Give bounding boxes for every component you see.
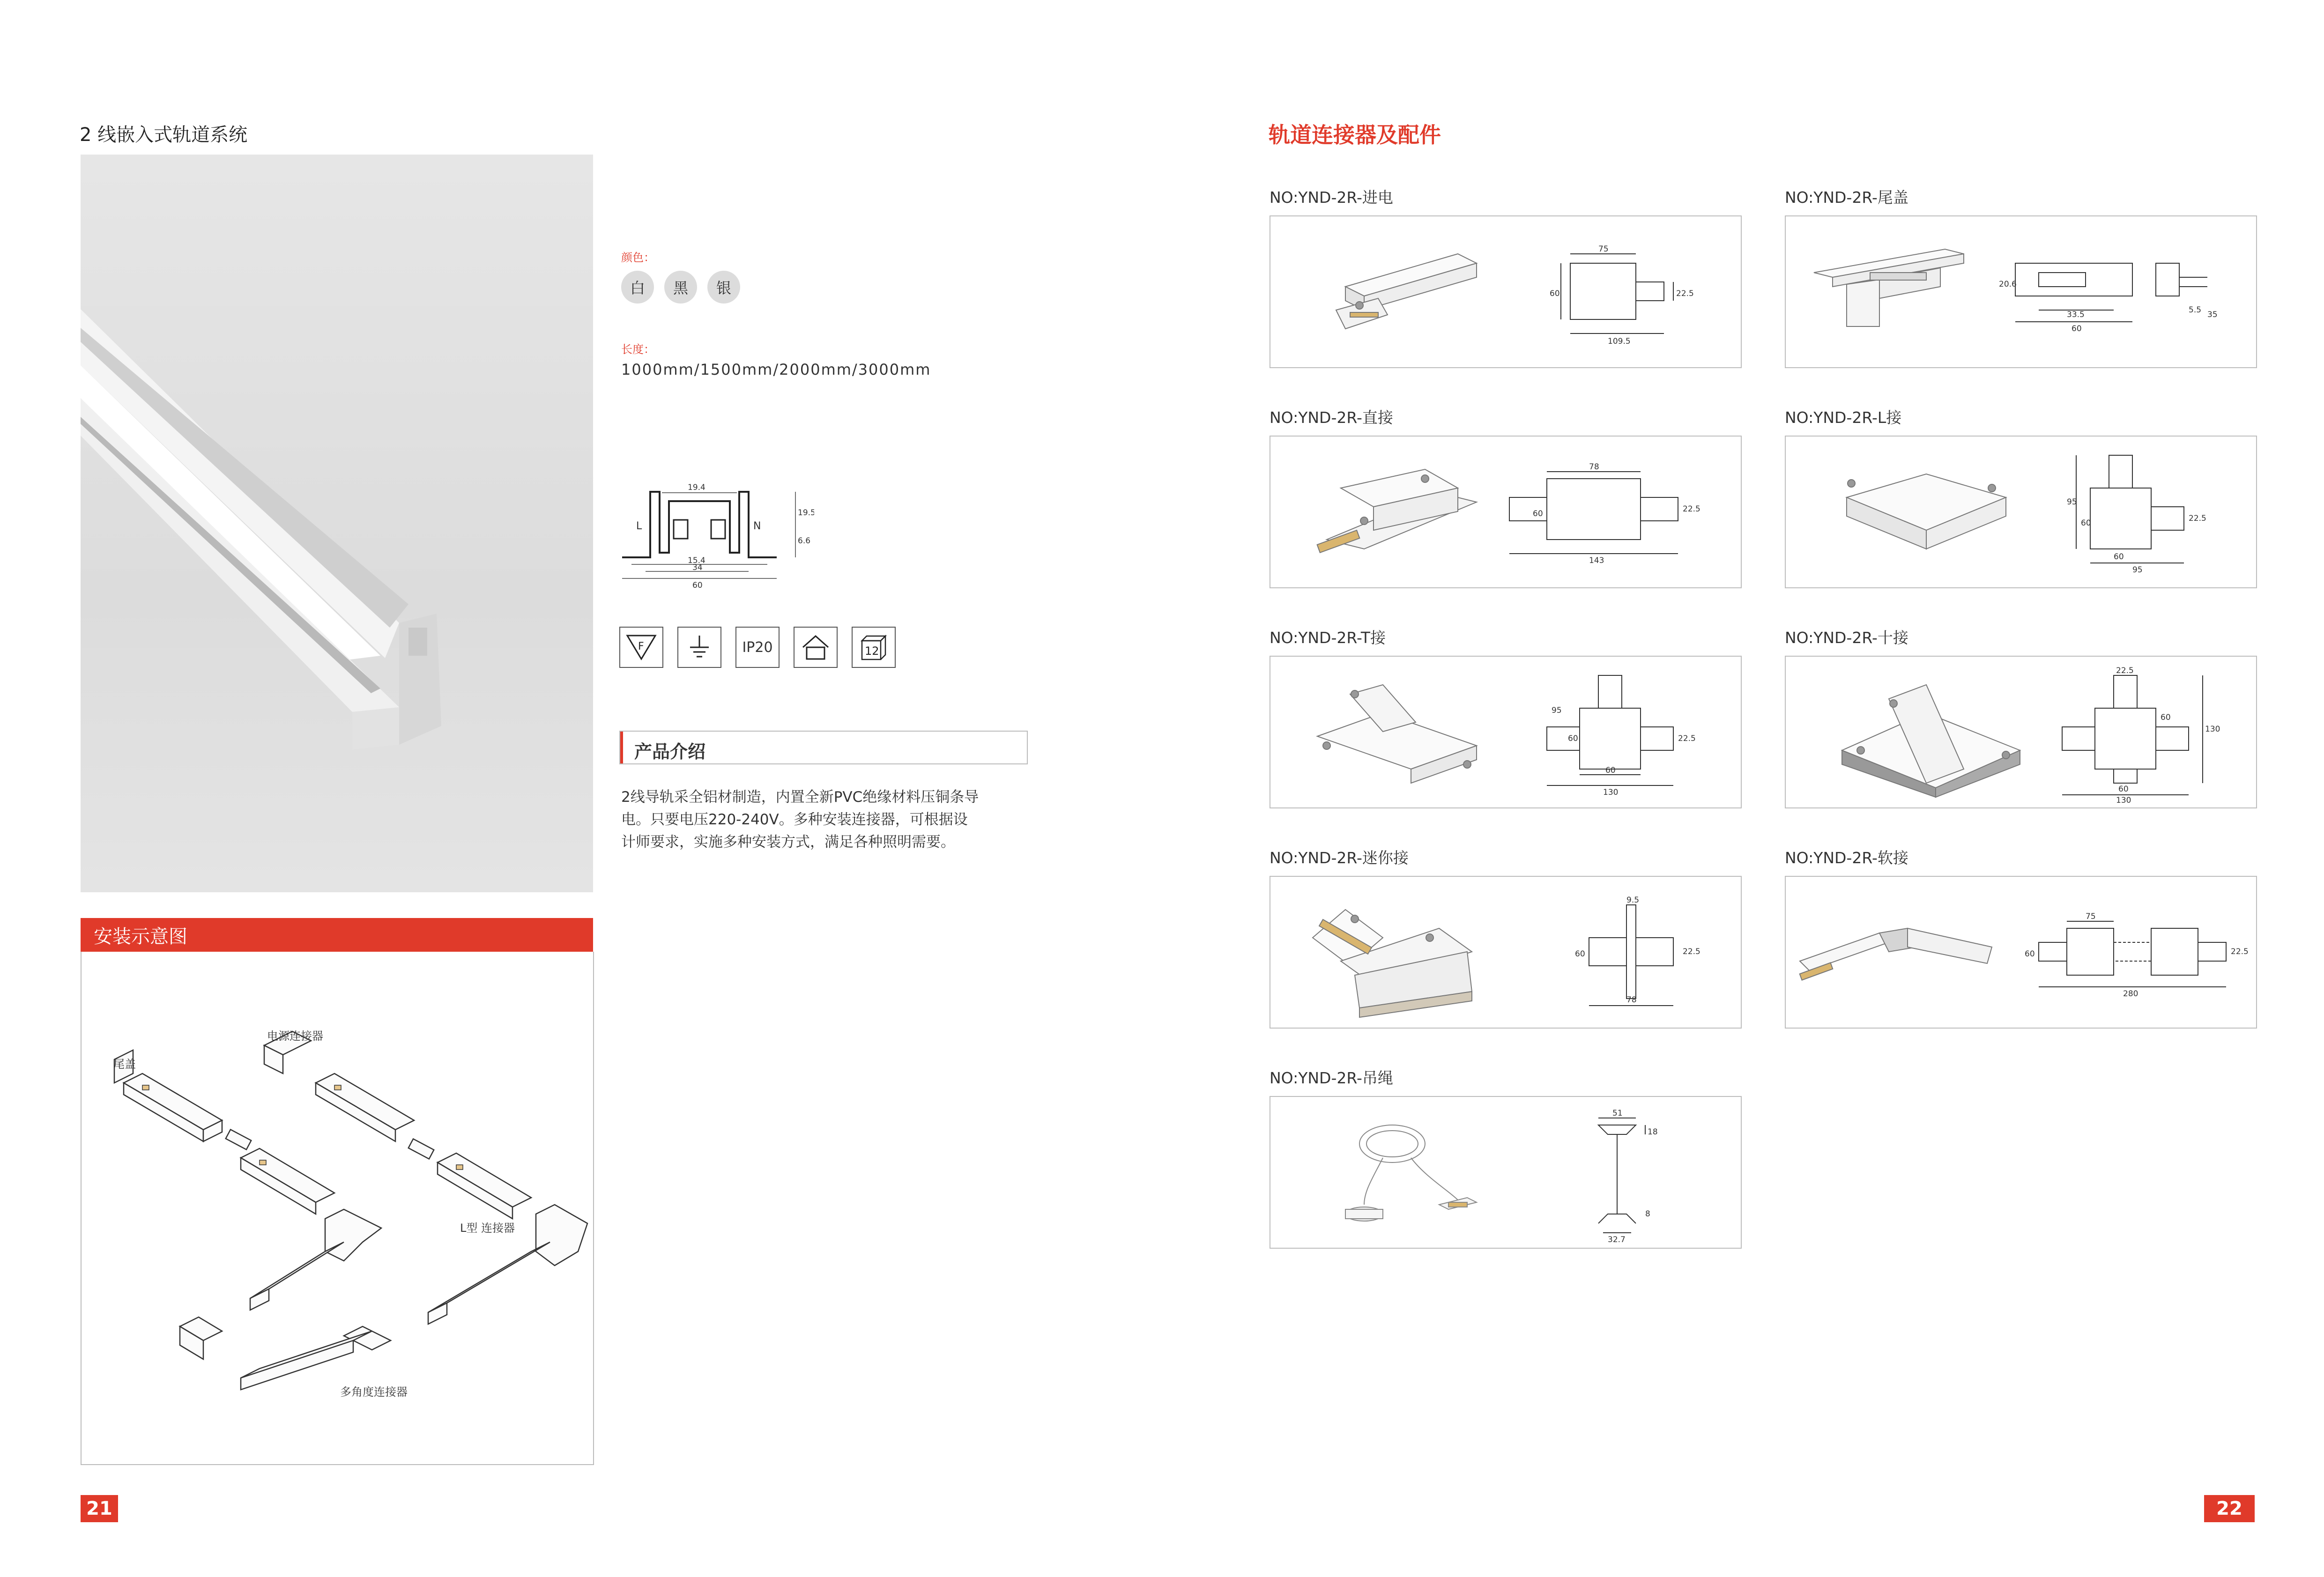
t-dim-2: 60 (1568, 734, 1578, 743)
ip20-icon: IP20 (735, 627, 780, 668)
product-code-straight: NO:YND-2R-直接 (1270, 408, 1393, 427)
length-label: 长度： (621, 343, 655, 356)
intro-title: 产品介绍 (634, 741, 706, 762)
product-code-flex: NO:YND-2R-软接 (1785, 849, 1908, 867)
intro-accent (620, 732, 623, 763)
flex-dim-3: 22.5 (2231, 947, 2249, 956)
straight-dim-2: 60 (1533, 509, 1543, 518)
l-dim-1: 95 (2067, 497, 2077, 507)
page-number-right: 22 (2204, 1495, 2255, 1522)
svg-text:F: F (638, 641, 644, 652)
install-diagram-box (81, 952, 594, 1465)
label-l: L (636, 520, 642, 532)
product-code-suspension: NO:YND-2R-吊绳 (1270, 1069, 1393, 1087)
l-dim-4: 60 (2114, 552, 2124, 562)
dim-e: 19.5 (798, 508, 814, 518)
product-card-endcap (1785, 215, 2257, 368)
dim-b: 15.4 (688, 556, 705, 565)
susp-dim-2: 18 (1648, 1127, 1658, 1137)
endcap-dim-5: 35 (2207, 310, 2218, 319)
product-code-endcap: NO:YND-2R-尾盖 (1785, 188, 1908, 207)
mini-dim-3: 22.5 (1683, 947, 1700, 956)
l-dim-3: 22.5 (2189, 514, 2206, 523)
product-card-cross (1785, 656, 2257, 808)
product-card-suspension (1270, 1096, 1742, 1249)
warranty-number: 12 (865, 644, 879, 658)
section-title: 2 线嵌入式轨道系统 (80, 124, 248, 146)
cross-dim-4: 60 (2118, 785, 2129, 794)
label-n: N (753, 520, 761, 532)
t-dim-1: 95 (1552, 706, 1562, 715)
power-dim-4: 109.5 (1608, 337, 1631, 346)
power-dim-2: 60 (1550, 289, 1560, 298)
mini-dim-2: 60 (1575, 949, 1585, 959)
product-card-power (1270, 215, 1742, 368)
color-silver-swatch: 银 (707, 271, 740, 304)
intro-line-3: 计师要求，实施多种安装方式，满足各种照明需要。 (621, 834, 955, 851)
l-connector-label: L型 连接器 (460, 1222, 515, 1235)
susp-dim-3: 32.7 (1608, 1235, 1626, 1244)
cross-dim-2: 60 (2161, 713, 2171, 722)
l-dim-5: 95 (2132, 565, 2143, 575)
susp-dim-1: 51 (1612, 1109, 1623, 1118)
t-dim-4: 60 (1605, 766, 1616, 775)
product-card-l (1785, 436, 2257, 588)
cross-dim-5: 130 (2116, 796, 2131, 805)
flex-dim-2: 60 (2025, 949, 2035, 959)
endcap-dim-1: 20.6 (1999, 280, 2017, 289)
straight-dim-4: 143 (1589, 556, 1604, 565)
t-dim-3: 22.5 (1678, 734, 1696, 743)
mini-dim-1: 9.5 (1626, 896, 1640, 905)
dim-c: 34 (692, 563, 703, 572)
intro-header-box (619, 731, 1028, 764)
dim-a: 19.4 (688, 483, 705, 492)
power-dim-3: 22.5 (1676, 289, 1694, 298)
cross-dim-1: 22.5 (2116, 666, 2134, 675)
power-connector-label: 电源连接器 (267, 1029, 323, 1043)
warranty-12-icon (852, 627, 896, 668)
flex-dim-4: 280 (2123, 989, 2138, 999)
power-dim-1: 75 (1598, 244, 1609, 254)
product-code-l: NO:YND-2R-L接 (1785, 408, 1902, 427)
susp-dim-4: 8 (1645, 1209, 1650, 1219)
t-dim-5: 130 (1603, 788, 1619, 797)
color-white-swatch: 白 (621, 271, 654, 304)
track-product-photo (81, 155, 593, 892)
color-label: 颜色： (621, 251, 655, 264)
mini-dim-4: 78 (1626, 995, 1637, 1005)
color-black-swatch: 黑 (664, 271, 697, 304)
product-code-cross: NO:YND-2R-十接 (1785, 629, 1908, 647)
product-card-flex (1785, 876, 2257, 1029)
dim-d: 60 (692, 581, 703, 590)
end-cap-label: 尾盖 (113, 1058, 136, 1071)
length-values: 1000mm/1500mm/2000mm/3000mm (621, 361, 931, 378)
endcap-dim-2: 33.5 (2067, 310, 2085, 319)
product-code-t: NO:YND-2R-T接 (1270, 629, 1386, 647)
endcap-dim-3: 60 (2072, 324, 2082, 333)
product-code-mini: NO:YND-2R-迷你接 (1270, 849, 1409, 867)
multi-angle-connector-label: 多角度连接器 (340, 1385, 408, 1399)
ground-icon (677, 627, 721, 668)
product-code-power: NO:YND-2R-进电 (1270, 188, 1393, 207)
f-mark-icon (619, 627, 663, 668)
page-number-left: 21 (81, 1495, 118, 1522)
endcap-dim-4: 5.5 (2189, 305, 2202, 315)
product-card-t (1270, 656, 1742, 808)
indoor-house-icon (794, 627, 838, 668)
flex-dim-1: 75 (2086, 912, 2096, 921)
product-card-straight (1270, 436, 1742, 588)
straight-dim-3: 22.5 (1683, 504, 1700, 514)
track-profile-drawing (617, 482, 814, 590)
l-dim-2: 60 (2081, 518, 2091, 528)
straight-dim-1: 78 (1589, 462, 1599, 472)
product-card-mini (1270, 876, 1742, 1029)
intro-line-2: 电。只要电压220-240V。多种安装连接器，可根据设 (621, 811, 968, 828)
dim-f: 6.6 (798, 536, 811, 546)
cross-dim-3: 130 (2205, 725, 2220, 734)
accessories-title: 轨道连接器及配件 (1269, 122, 1441, 148)
install-title-bar: 安装示意图 (81, 918, 593, 952)
intro-line-1: 2线导轨采全铝材制造，内置全新PVC绝缘材料压铜条导 (621, 789, 979, 806)
